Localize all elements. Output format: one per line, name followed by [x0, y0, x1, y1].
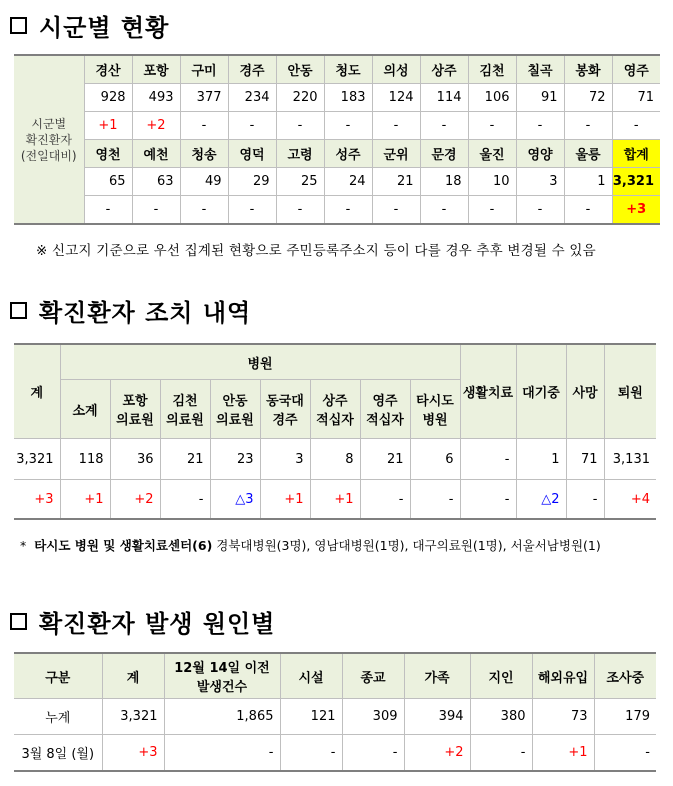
header-hospital-name [160, 380, 210, 439]
city-count: 1 [564, 168, 612, 196]
city-name: 문경 [420, 140, 468, 168]
header-line: 시설 [298, 670, 324, 686]
city-count: 377 [180, 84, 228, 112]
cause-cumulative: 1,865 [164, 699, 280, 735]
city-count: 24 [324, 168, 372, 196]
header-hospital-name [110, 380, 160, 439]
cause-header [470, 653, 532, 699]
cause-header [404, 653, 470, 699]
city-name: 영덕 [228, 140, 276, 168]
header-line: 가족 [424, 670, 450, 686]
header-hospital-name [260, 380, 310, 439]
city-change: - [468, 112, 516, 140]
city-change: - [372, 112, 420, 140]
city-name: 청도 [324, 55, 372, 84]
row-label-line: (전일대비) [20, 148, 77, 163]
treatment-change: - [160, 480, 210, 520]
treatment-count: 3 [260, 439, 310, 480]
cause-header [594, 653, 656, 699]
city-name: 김천 [468, 55, 516, 84]
city-name: 합계 [612, 140, 660, 168]
daily-row [14, 735, 656, 772]
city-row [14, 140, 660, 168]
city-change: - [468, 196, 516, 225]
cause-daily: - [164, 735, 280, 772]
city-row [14, 55, 660, 84]
treatment-count: 23 [210, 439, 260, 480]
city-change: - [612, 112, 660, 140]
section2-note [20, 536, 601, 554]
treatment-count: 21 [160, 439, 210, 480]
cause-daily: 3월 8일 (월) [14, 735, 102, 772]
cause-daily: - [594, 735, 656, 772]
header-hospital-name [310, 380, 360, 439]
city-count: 29 [228, 168, 276, 196]
header-line: 의료원 [216, 413, 254, 428]
header-line: 상주 [322, 394, 348, 409]
treatment-count: 3,321 [14, 439, 60, 480]
cause-daily: +1 [532, 735, 594, 772]
header-subtotal: 소계 [60, 380, 110, 439]
header-line: 김천 [172, 394, 198, 409]
cause-header [102, 653, 164, 699]
city-count: 63 [132, 168, 180, 196]
cause-cumulative: 121 [280, 699, 342, 735]
section3-heading [10, 604, 275, 639]
city-count: 25 [276, 168, 324, 196]
city-name: 영천 [84, 140, 132, 168]
cause-header [280, 653, 342, 699]
treatment-count: 6 [410, 439, 460, 480]
city-name: 영양 [516, 140, 564, 168]
city-change: - [276, 196, 324, 225]
checkbox-square-icon [10, 302, 27, 319]
city-change: - [228, 196, 276, 225]
cause-cumulative: 누계 [14, 699, 102, 735]
city-name: 안동 [276, 55, 324, 84]
city-count: 72 [564, 84, 612, 112]
note-bold: 타시도 병원 및 생활치료센터(6) [34, 538, 213, 553]
treatment-change: +3 [14, 480, 60, 520]
city-name: 고령 [276, 140, 324, 168]
city-change: - [516, 112, 564, 140]
city-change: - [132, 196, 180, 225]
change-row [14, 112, 660, 140]
count-row [14, 84, 660, 112]
header-line: 의료원 [116, 413, 154, 428]
count-row [14, 439, 656, 480]
checkbox-square-icon [10, 17, 27, 34]
header-line: 조사중 [606, 670, 645, 686]
city-change: +1 [84, 112, 132, 140]
city-change: - [564, 112, 612, 140]
header-line: 영주 [372, 394, 398, 409]
city-change: - [84, 196, 132, 225]
city-change: - [180, 112, 228, 140]
city-name: 상주 [420, 55, 468, 84]
treatment-count: - [460, 439, 516, 480]
header-line: 병원 [422, 413, 448, 428]
header-line: 발생건수 [196, 680, 248, 695]
city-count: 21 [372, 168, 420, 196]
cause-cumulative: 380 [470, 699, 532, 735]
treatment-change: - [460, 480, 516, 520]
header-line: 계 [126, 670, 140, 686]
city-change: - [228, 112, 276, 140]
city-count: 106 [468, 84, 516, 112]
header-line: 적십자 [316, 413, 354, 428]
treatment-count: 3,131 [604, 439, 656, 480]
city-change: - [324, 112, 372, 140]
treatment-change: △3 [210, 480, 260, 520]
header-line: 12월 14일 이전 [174, 661, 270, 676]
section1-heading [10, 8, 169, 43]
section1-title: 시군별 현황 [39, 14, 170, 42]
city-name: 칠곡 [516, 55, 564, 84]
header-row [14, 653, 656, 699]
treatment-change: +1 [60, 480, 110, 520]
city-count: 71 [612, 84, 660, 112]
row-label-line: 확진환자 [25, 132, 72, 147]
city-count: 234 [228, 84, 276, 112]
city-name: 군위 [372, 140, 420, 168]
treatment-change: - [360, 480, 410, 520]
city-count: 49 [180, 168, 228, 196]
cause-header [164, 653, 280, 699]
city-name: 성주 [324, 140, 372, 168]
treatment-change: +4 [604, 480, 656, 520]
city-name: 의성 [372, 55, 420, 84]
count-row [14, 168, 660, 196]
city-name: 예천 [132, 140, 180, 168]
section2-heading [10, 293, 251, 328]
cause-header [14, 653, 102, 699]
change-row [14, 196, 660, 225]
cause-cumulative: 73 [532, 699, 594, 735]
region-table [14, 54, 660, 225]
header-line: 종교 [360, 670, 386, 686]
city-change: +3 [612, 196, 660, 225]
city-change: - [420, 196, 468, 225]
city-change: - [324, 196, 372, 225]
cause-cumulative: 179 [594, 699, 656, 735]
header-line: 동국대 [266, 394, 304, 409]
header-line: 안동 [222, 394, 248, 409]
city-count: 220 [276, 84, 324, 112]
city-change: - [564, 196, 612, 225]
row-label [14, 55, 84, 224]
city-count: 124 [372, 84, 420, 112]
cause-cumulative: 309 [342, 699, 404, 735]
header-line: 지인 [488, 670, 514, 686]
treatment-change: - [566, 480, 604, 520]
header-total: 계 [14, 344, 60, 439]
city-count: 493 [132, 84, 180, 112]
header-hospital-name [360, 380, 410, 439]
city-name: 울릉 [564, 140, 612, 168]
city-count: 10 [468, 168, 516, 196]
cause-daily: +3 [102, 735, 164, 772]
header-waiting: 대기중 [516, 344, 566, 439]
city-change: - [516, 196, 564, 225]
header-line: 해외유입 [537, 670, 589, 686]
change-row [14, 480, 656, 520]
section1-note: ※ 신고지 기준으로 우선 집계된 현황으로 주민등록주소지 등이 다를 경우 추후 변경될 수 있음 [36, 243, 596, 259]
note-rest: 경북대병원(3명), 영남대병원(1명), 대구의료원(1명), 서울서남병원(1) [212, 538, 601, 553]
city-name: 봉화 [564, 55, 612, 84]
cause-daily: - [280, 735, 342, 772]
cause-table [14, 652, 656, 772]
header-line: 의료원 [166, 413, 204, 428]
cause-daily: - [470, 735, 532, 772]
cause-cumulative: 394 [404, 699, 470, 735]
header-line: 적십자 [366, 413, 404, 428]
treatment-change: △2 [516, 480, 566, 520]
city-count: 114 [420, 84, 468, 112]
row-label-line: 시군별 [31, 116, 67, 131]
city-change: - [372, 196, 420, 225]
treatment-change: +1 [260, 480, 310, 520]
header-line: 타시도 [416, 394, 454, 409]
cumulative-row [14, 699, 656, 735]
cause-daily: - [342, 735, 404, 772]
city-change: - [180, 196, 228, 225]
treatment-change: - [410, 480, 460, 520]
note-prefix: * [20, 538, 27, 553]
cause-header [342, 653, 404, 699]
treatment-count: 36 [110, 439, 160, 480]
header-hospital-name [410, 380, 460, 439]
city-count: 3,321 [612, 168, 660, 196]
section3-title: 확진환자 발생 원인별 [39, 610, 276, 638]
cause-cumulative: 3,321 [102, 699, 164, 735]
header-hospital: 병원 [60, 344, 460, 380]
city-change: +2 [132, 112, 180, 140]
treatment-count: 8 [310, 439, 360, 480]
city-name: 구미 [180, 55, 228, 84]
treatment-count: 71 [566, 439, 604, 480]
header-death: 사망 [566, 344, 604, 439]
header-row-1 [14, 344, 656, 380]
city-name: 영주 [612, 55, 660, 84]
city-name: 울진 [468, 140, 516, 168]
treatment-count: 21 [360, 439, 410, 480]
city-count: 3 [516, 168, 564, 196]
header-line: 경주 [272, 413, 298, 428]
header-line: 포항 [122, 394, 148, 409]
header-hospital-name [210, 380, 260, 439]
city-count: 91 [516, 84, 564, 112]
city-count: 183 [324, 84, 372, 112]
header-living: 생활치료 [460, 344, 516, 439]
city-change: - [276, 112, 324, 140]
treatment-count: 1 [516, 439, 566, 480]
city-count: 18 [420, 168, 468, 196]
city-name: 경주 [228, 55, 276, 84]
treatment-table [14, 343, 656, 520]
city-name: 포항 [132, 55, 180, 84]
header-discharged: 퇴원 [604, 344, 656, 439]
treatment-count: 118 [60, 439, 110, 480]
treatment-change: +2 [110, 480, 160, 520]
city-name: 경산 [84, 55, 132, 84]
header-line: 구분 [45, 670, 71, 686]
treatment-change: +1 [310, 480, 360, 520]
cause-header [532, 653, 594, 699]
cause-daily: +2 [404, 735, 470, 772]
city-name: 청송 [180, 140, 228, 168]
city-count: 65 [84, 168, 132, 196]
city-count: 928 [84, 84, 132, 112]
city-change: - [420, 112, 468, 140]
checkbox-square-icon [10, 613, 27, 630]
section2-title: 확진환자 조치 내역 [39, 299, 252, 327]
